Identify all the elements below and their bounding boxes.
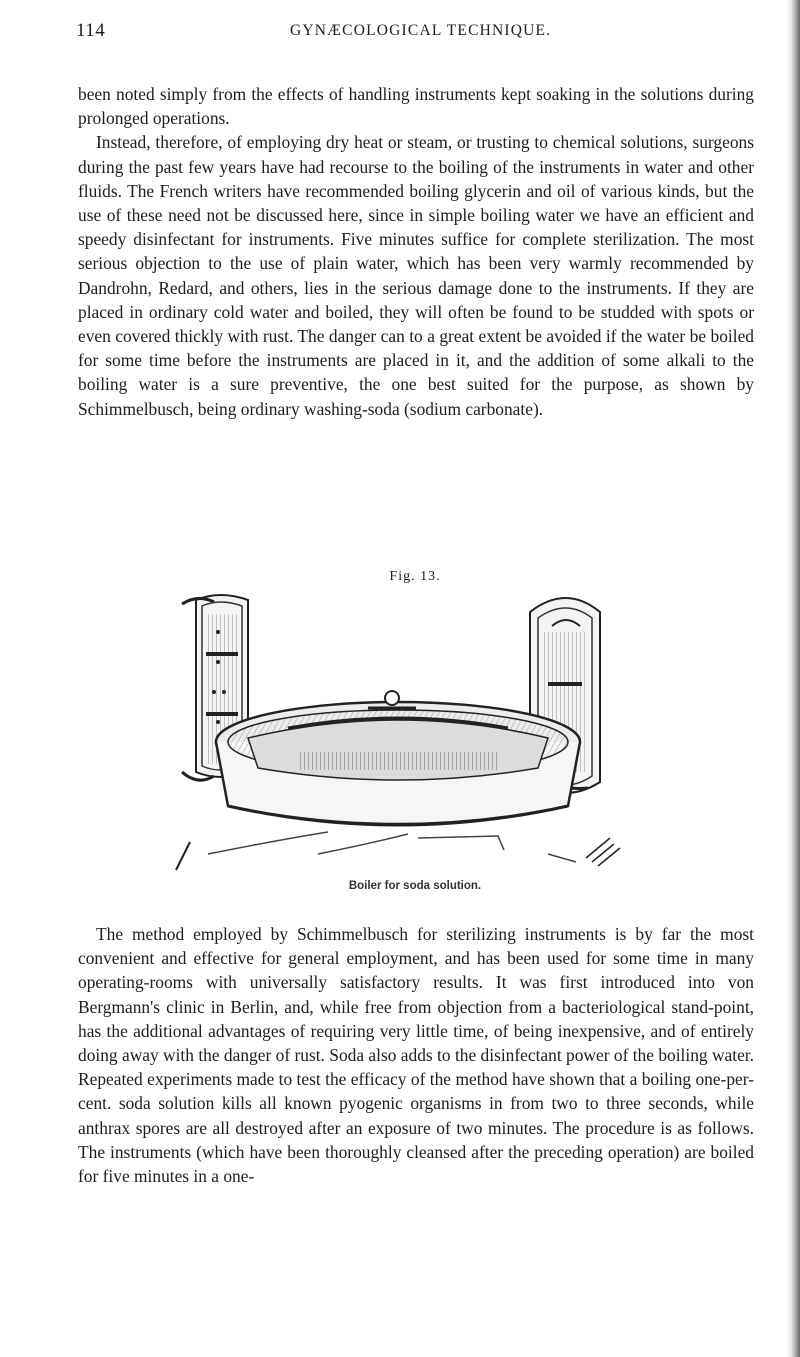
figure-label: Fig. 13. xyxy=(389,569,441,584)
paragraph-boiling-instruments: Instead, therefore, of employing dry heat or steam, or trusting to chemical solutions, surgeons during the past few years have had recourse to the boiling of the instruments in water and other fluids. The French writers have recommended boiling glycerin and oil of various kinds, but the use of these need not be discussed here, since in simple boiling water we have an efficient and speedy disinfectant for instruments. Five minutes suffice for complete sterilization. The most serious objection to the use of plain water, which has been very warmly recommended by Dandrohn, Redard, and others, lies in the serious damage done to the instruments. If they are placed in ordinary cold water and boiled, they will often be found to be studded with spots or even covered thickly with rust. The danger can to a great extent be avoided if the water be boiled for some time before the instruments are placed in it, and the addition of some alkali to the boiling water is a sure preventive, the one best suited for the purpose, as shown by Schimmelbusch, being ordinary washing-soda (sodium carbonate). xyxy=(78,132,754,419)
boiler-basin xyxy=(216,691,580,825)
boiler-drawing xyxy=(168,592,628,874)
running-title: GYNÆCOLOGICAL TECHNIQUE. xyxy=(290,22,552,39)
paragraph xyxy=(78,82,754,421)
figure-caption: Boiler for soda solution. xyxy=(348,880,482,892)
page-number: 114 xyxy=(76,20,106,41)
boiler-illustration xyxy=(168,592,628,874)
page-header xyxy=(76,20,756,44)
paragraph-schimmelbusch-method: The method employed by Schimmelbusch for sterilizing instruments is by far the most convenient and effective for general employment, and has been used for some time in many operating-rooms with universally satisfactory results. It was first introduced into von Bergmann's clinic in Berlin, and, while free from objection from a bacteriological stand-point, has the additional advantages of requiring very little time, of being inexpensive, and of entirely doing away with the danger of rust. Soda also adds to the disinfectant power of the boiling water. Repeated experiments made to test the efficacy of the method have shown that a boiling one-per-cent. soda solution kills all known pyogenic organisms in from two to three seconds, while anthrax spores are all destroyed after an exposure of two minutes. The procedure is as follows. The instruments (which have been thoroughly cleansed after the preceding operation) are boiled for five minutes in a one- xyxy=(78,924,754,1187)
floor-lines xyxy=(176,832,620,870)
page-edge-shadow xyxy=(786,0,800,1357)
paragraph-continued: been noted simply from the effects of handling instruments kept soaking in the solutions during prolonged operations. xyxy=(78,84,754,129)
